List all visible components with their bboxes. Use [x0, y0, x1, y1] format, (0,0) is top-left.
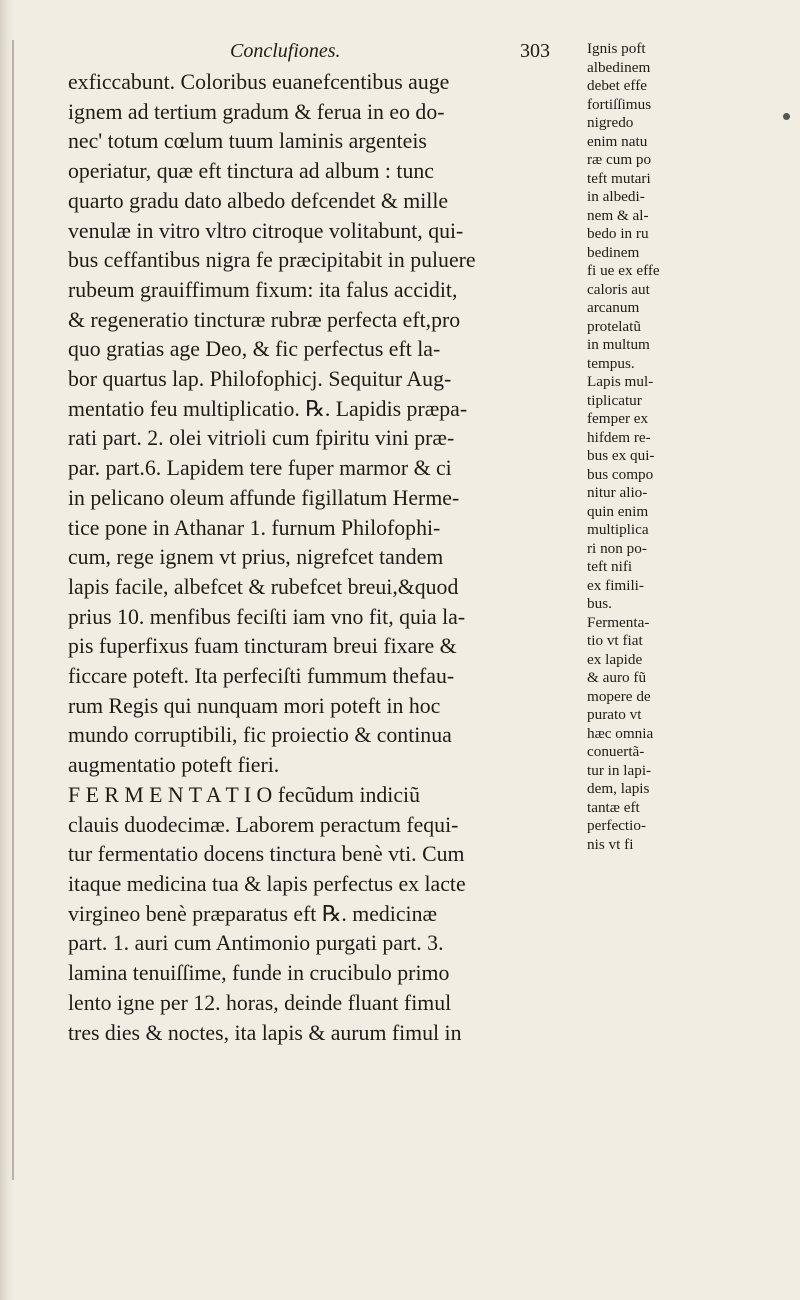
text-line: exficcabunt. Coloribus euanefcentibus auge — [68, 70, 450, 94]
margin-note-line: nis vt fi — [587, 835, 634, 853]
margin-note-line: bedinem — [587, 243, 640, 261]
text-line: rubeum grauiffimum fixum: ita falus accidit, — [68, 277, 458, 302]
margin-note-line: tur in lapi- — [587, 761, 652, 779]
text-line: bor quartus lap. Philofophicj. Sequitur Aug- — [68, 367, 452, 392]
margin-note-line: ex lapide — [587, 650, 643, 668]
text-line: nec' totum cœlum tuum laminis argenteis — [68, 129, 427, 154]
margin-note-line: quin enim — [587, 502, 649, 520]
margin-note-line: albedinem — [587, 58, 651, 76]
margin-note-line: teft mutari — [587, 169, 651, 187]
text-line: pis fuperfixus fuam tincturam breui fixare & — [68, 634, 457, 659]
page-header — [230, 40, 550, 70]
margin-note-line: tantæ eft — [587, 798, 640, 816]
margin-note-line: & auro fũ — [587, 669, 647, 686]
margin-note-line: tiplicatur — [587, 391, 642, 409]
margin-note-line: conuertã- — [587, 743, 645, 760]
margin-note-line: tio vt fiat — [587, 632, 643, 649]
text-line: lamina tenuiſſime, funde in crucibulo primo — [68, 961, 450, 986]
margin-note-line: nitur alio- — [587, 484, 648, 501]
margin-note-line: protelatũ — [587, 317, 641, 335]
margin-note-line: tempus. — [587, 354, 635, 372]
margin-note-line: nigredo — [587, 114, 634, 131]
text-line: quarto gradu dato albedo defcendet & mille — [68, 188, 449, 213]
margin-note-line: bus. — [587, 595, 612, 612]
page-number: 303 — [520, 40, 550, 62]
text-line: quo gratias age Deo, & fic perfectus eft la- — [68, 337, 441, 362]
margin-notes — [587, 40, 727, 854]
margin-note-line: hæc omnia — [587, 724, 654, 742]
text-line: virgineo benè præparatus eft ℞. medicinæ — [68, 901, 438, 926]
running-head: Conclufiones. — [230, 40, 341, 62]
text-line: venulæ in vitro vltro citroque volitabunt, qui- — [68, 218, 464, 243]
text-line: rati part. 2. olei vitrioli cum fpiritu vini præ- — [68, 426, 455, 451]
text-line: & regeneratio tincturæ rubræ perfecta eft,pro — [68, 307, 461, 332]
text-line: augmentatio poteft fieri. — [68, 753, 280, 778]
margin-note-line: femper ex — [587, 410, 649, 427]
margin-note-line: Ignis poft — [587, 40, 646, 57]
margin-note-line: perfectio- — [587, 817, 647, 834]
text-line: cum, rege ignem vt prius, nigrefcet tandem — [68, 545, 444, 570]
margin-note-line: ri non po- — [587, 539, 647, 557]
text-line: lento igne per 12. horas, deinde fluant fimul — [68, 990, 452, 1015]
margin-note-line: fortiſſimus — [587, 95, 652, 113]
text-line: par. part.6. Lapidem tere fuper marmor & ci — [68, 456, 452, 481]
text-line: tur fermentatio docens tinctura benè vti. Cum — [68, 842, 465, 867]
text-line: in pelicano oleum affunde figillatum Herme- — [68, 485, 460, 510]
margin-note-line: in albedi- — [587, 188, 645, 205]
text-line: part. 1. auri cum Antimonio purgati part. 3. — [68, 931, 444, 956]
margin-note-line: dem, lapis — [587, 780, 650, 797]
text-line: mundo corruptibili, fic proiectio & continua — [68, 723, 452, 748]
text-line: itaque medicina tua & lapis perfectus ex lacte — [68, 871, 466, 896]
text-line: tres dies & noctes, ita lapis & aurum fimul in — [68, 1020, 462, 1045]
text-line: tice pone in Athanar 1. furnum Philofophi- — [68, 515, 441, 540]
main-text-block — [68, 68, 584, 1048]
margin-note-line: caloris aut — [587, 280, 650, 298]
text-line: operiatur, quæ eft tinctura ad album : tunc — [68, 159, 434, 184]
margin-note-line: nem & al- — [587, 206, 649, 224]
ink-spot — [783, 113, 790, 120]
margin-note-line: fi ue ex effe — [587, 262, 660, 279]
text-line: lapis facile, albefcet & rubefcet breui,&quod — [68, 574, 459, 599]
text-line: F E R M E N T A T I O fecũdum indiciũ — [68, 782, 420, 807]
text-line: ficcare poteft. Ita perfeciſti fummum thefau- — [68, 664, 455, 689]
text-line: mentatio feu multiplicatio. ℞. Lapidis præpa- — [68, 396, 468, 421]
margin-note-line: mopere de — [587, 687, 651, 705]
margin-note-line: enim natu — [587, 132, 648, 150]
margin-note-line: purato vt — [587, 706, 642, 723]
margin-note-line: ræ cum po — [587, 151, 652, 168]
margin-note-line: ex fimili- — [587, 576, 644, 594]
margin-note-line: in multum — [587, 336, 650, 353]
text-line: bus ceffantibus nigra fe præcipitabit in puluere — [68, 248, 476, 273]
margin-note-line: bedo in ru — [587, 225, 649, 242]
margin-note-line: bus compo — [587, 465, 654, 483]
text-line: clauis duodecimæ. Laborem peractum fequi- — [68, 812, 459, 837]
text-line: rum Regis qui nunquam mori poteft in hoc — [68, 693, 441, 718]
margin-note-line: multiplica — [587, 521, 649, 538]
margin-note-line: Lapis mul- — [587, 373, 654, 390]
text-line: ignem ad tertium gradum & ferua in eo do- — [68, 99, 445, 124]
page-fold-line — [12, 40, 14, 1180]
margin-note-line: Fermenta- — [587, 613, 650, 631]
margin-note-line: bus ex qui- — [587, 447, 655, 464]
margin-note-line: debet effe — [587, 77, 648, 94]
margin-note-line: teft nifi — [587, 558, 633, 575]
margin-note-line: hifdem re- — [587, 428, 651, 446]
text-line: prius 10. menfibus feciſti iam vno fit, quia la- — [68, 604, 466, 629]
margin-note-line: arcanum — [587, 299, 640, 316]
